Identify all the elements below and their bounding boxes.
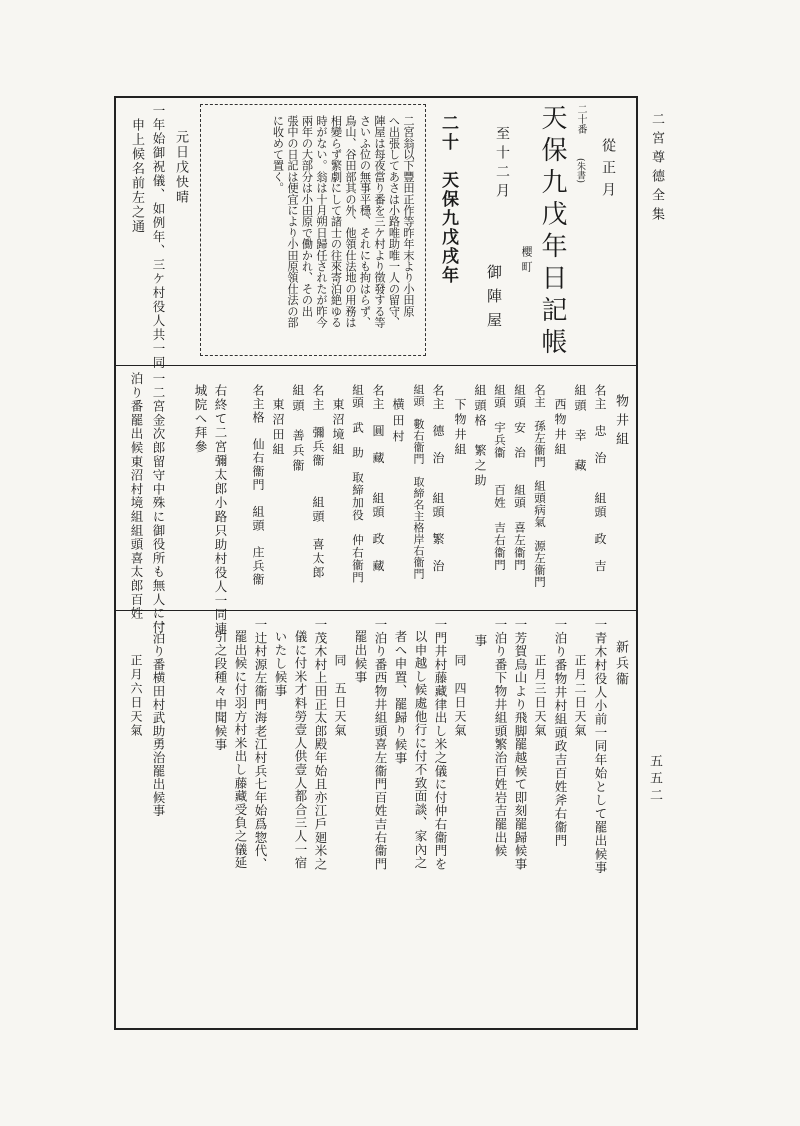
register-line: 名主 德 治 組頭 繁 治 (431, 384, 445, 573)
diary-line: 引之段種々申聞候事 (213, 630, 228, 752)
note-line: 鳥山、谷田部其の外、他領仕法地の用務は (344, 115, 357, 328)
diary-line: 一泊り番横田村武助勇治罷出候事 (151, 618, 166, 818)
note-line: 兩年の大部分は小田原で働かれ、その出 (300, 115, 314, 317)
register-line: 名主 彌兵衞 組頭 喜太郎 (311, 384, 325, 580)
title-month: 從正月 (600, 138, 616, 204)
title-until: 至十二月 (494, 126, 510, 202)
register-line: 組頭 數右衞門 取締名主格岸右衞門 (412, 384, 425, 580)
diary-line: 一茂木村上田正太郎殿年始且亦江戶廻米之 (313, 618, 328, 871)
note-line: 張中の日記は便宜により小田原領仕法の部 (286, 115, 299, 328)
title-place: 御陣屋 (485, 264, 503, 336)
register-line: 組頭 安 治 組頭 喜左衞門 (513, 384, 527, 572)
group-heading: 西物井組 (553, 398, 567, 458)
register-line: 組頭 幸 藏 (573, 384, 587, 474)
title-number-note: (朱書) (575, 158, 585, 184)
register-line: 組頭 武 助 取締加役 仲右衞門 (351, 384, 365, 584)
diary-line: 儀に付米才料勞壹人供壹人都合三人一宿 (293, 630, 308, 870)
diary-line: 一芳賀鳥山より飛脚罷越候て即刻罷歸候事 (513, 618, 528, 871)
diary-line: 一二宮金次郎留守中殊に御役所も無人に付 (151, 372, 166, 635)
group-heading: 東沼田組 (271, 398, 285, 458)
diary-line: 一辻村源左衞門海老江村兵七年始爲惣代、 (253, 618, 268, 871)
note-line: 相變らず繁劇にして諸士の往來寄泊絶ゆる (329, 115, 343, 328)
note-line: さいふ位の無事平穩、それにも拘はらず、 (358, 115, 372, 328)
register-line: 組頭 善兵衞 (291, 384, 305, 474)
running-head: 二宮尊德全集 (649, 112, 664, 226)
diary-line: 一青木村役人小前一同年始として罷出候事 (593, 618, 608, 875)
diary-date: 正月六日天氣 (129, 654, 143, 738)
note-line: 二宮翁以下豐田正作等昨年末より小田原 (402, 115, 415, 317)
note-line: 時がない。翁は十月朔日歸任されたが昨今 (315, 115, 328, 328)
page-number: 五五二 (647, 754, 662, 805)
note-line: に收めて置く。 (271, 115, 285, 194)
register-line: 名主 圓 藏 組頭 政 藏 (371, 384, 385, 573)
diary-line: 罷出候に付羽方村米出し藤藏受負之儀延 (233, 630, 248, 870)
diary-date: 正月三日天氣 (533, 654, 547, 738)
diary-line: 一年始御祝儀、如例年、三ケ村役人共一同 (151, 104, 166, 370)
editor-note-box (200, 104, 426, 356)
diary-line: 城院へ拜參 (193, 384, 208, 454)
diary-line: いたし候事 (273, 630, 288, 698)
note-line: 陣屋は每夜當り番を三ケ村より徵發する等 (373, 115, 386, 328)
diary-date: 正月二日天氣 (573, 654, 587, 738)
lower-divider (114, 610, 638, 611)
diary-line: 一泊り番下物井組頭繁治百姓岩吉罷出候 (493, 618, 508, 858)
diary-line: 一泊り番西物井組頭喜左衞門百姓吉右衞門 (373, 618, 388, 871)
group-heading: 下物井組 (453, 398, 467, 458)
diary-line: 事 (473, 634, 488, 648)
upper-divider (114, 365, 638, 366)
diary-line: 泊り番罷出候東沼村境組組頭喜太郎百姓 (129, 372, 144, 621)
title-place-small: 櫻町 (520, 246, 533, 276)
diary-line: 罷出候事 (353, 630, 368, 684)
group-heading: 東沼境組 (331, 398, 345, 458)
title-number-label: 二十番 (575, 104, 586, 134)
diary-line: 以申越し候處他行に付不致面談、家內之 (413, 630, 428, 870)
diary-line: 右終て二宮彌太郎小路只助村役人一同連 (213, 384, 228, 636)
group-heading: 物井組 (613, 394, 628, 451)
diary-line: 一泊り番物井村組頭政吉百姓斧右衞門 (553, 618, 568, 848)
diary-date: 同 五日天氣 (333, 654, 347, 738)
diary-line: 一門井村藤藏律出し米之儀に付仲右衞門を (433, 618, 448, 871)
diary-date: 同 四日天氣 (453, 654, 467, 738)
register-line: 名主格 仙右衞門 組頭 庄兵衞 (251, 384, 265, 587)
group-heading: 横田村 (391, 398, 405, 446)
diary-title: 天保九戊年日記帳 (537, 104, 567, 360)
diary-date: 元日戊快晴 (173, 130, 188, 205)
diary-line: 申上候名前左之通 (129, 118, 144, 234)
register-line: 組頭 宇兵衞 百姓 吉右衞門 (493, 384, 507, 572)
diary-line: 新兵衞 (613, 640, 628, 688)
editor-note (270, 115, 415, 347)
register-line: 組頭格 繁之助 (473, 384, 487, 489)
note-line: へ出張してあさは小路唯助唯一人の留守、 (387, 115, 401, 328)
diary-line: 者へ申置、罷歸り候事 (393, 630, 408, 765)
chapter-heading: 二十 天保九戊戌年 (438, 114, 458, 285)
register-line: 名主 孫左衞門 組頭病氣 源左衞門 (533, 384, 547, 588)
register-line: 名主 忠 治 組頭 政 吉 (593, 384, 607, 573)
